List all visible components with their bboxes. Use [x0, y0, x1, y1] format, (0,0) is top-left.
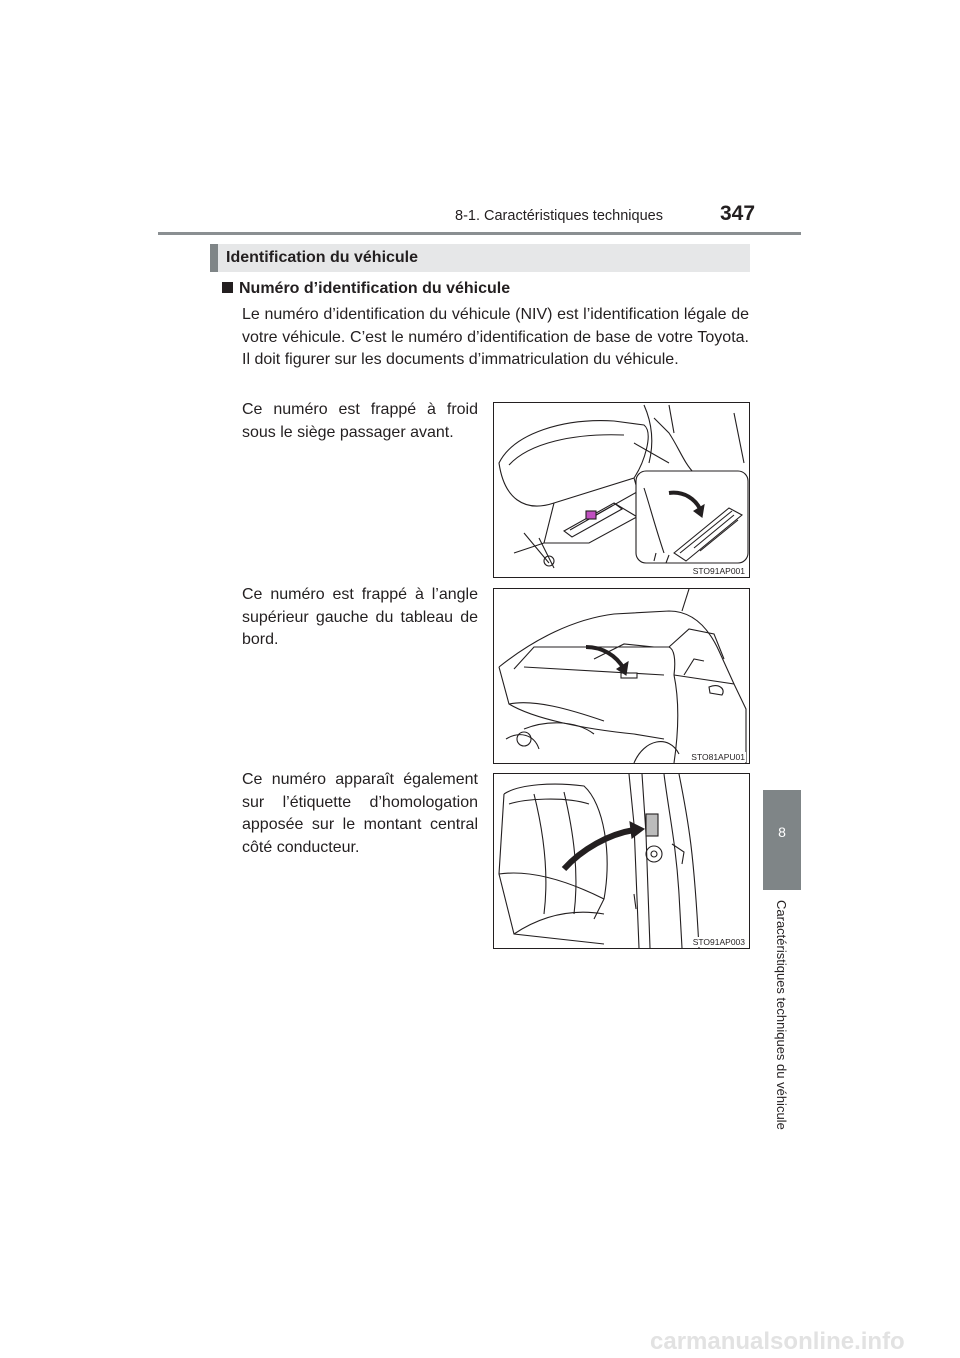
chapter-side-title-text: Caractéristiques techniques du véhicule [774, 900, 789, 1130]
square-bullet-icon [222, 282, 233, 293]
figure-code-2: STO81APU01 [691, 752, 745, 762]
figure-code-3: STO91AP003 [692, 937, 745, 947]
header-divider [158, 232, 801, 235]
intro-paragraph: Le numéro d’identification du véhicule (NIV) est l’identification légale de votre véhicule. C’est le numéro d’identification de base de votre Toyota. Il doit figurer sur les documents d’immatriculation du véhicule. [242, 306, 749, 368]
figure-seat-vin [493, 402, 750, 578]
item-text-3: Ce numéro apparaît également sur l’étiquette d’homologation apposée sur le montant central côté conducteur. [242, 771, 478, 856]
figure-code-1: STO91AP001 [692, 566, 745, 576]
page-number: 347 [720, 202, 756, 225]
watermark: carmanualsonline.info [650, 1328, 905, 1355]
subsection-heading [222, 280, 510, 298]
running-header-section: 8-1. Caractéristiques techniques [455, 208, 663, 224]
chapter-tab [763, 790, 801, 890]
section-title: Identification du véhicule [210, 244, 750, 272]
chapter-tab-number: 8 [778, 824, 786, 840]
arrow-icon [586, 647, 624, 669]
chapter-side-title [770, 900, 796, 1130]
figure-pillar-label [493, 773, 750, 949]
figure-dashboard-vin [493, 588, 750, 764]
subsection-heading-text: Numéro d’identification du véhicule [239, 280, 511, 297]
item-text-2: Ce numéro est frappé à l’angle supérieur gauche du tableau de bord. [242, 586, 478, 648]
item-text-1: Ce numéro est frappé à froid sous le siège passager avant. [242, 401, 478, 441]
